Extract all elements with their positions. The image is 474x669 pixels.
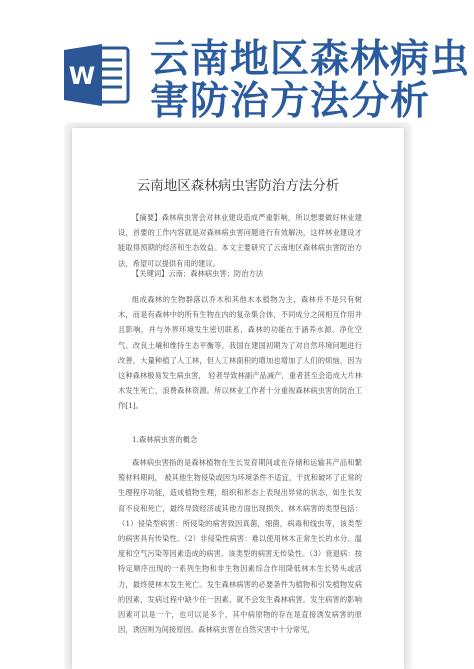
document-title: 云南地区森林病虫害防治方法分析 — [136, 178, 340, 194]
word-document-icon — [62, 42, 132, 108]
banner-title-line-1: 云南地区森林病虫 — [150, 37, 471, 82]
intro-paragraph: 组成森林的生物群落以乔木和其他木本植物为主，森林并不是只有树木，而是有森林中的所有生物在内的复杂集合体，不同成分之间相互作用并且影响，并与外界环境发生密切联系，森林的功能在于涵养水源、净化空气、改良土壤和维持生态平衡等。我国在建国初期为了对自然环境问题进行改善，大量种植了人工林，但人工林面积的增加也增加了人们的烦恼，因为这种森林极易发生病虫害， 轻者导致林副产品减产，重者甚至会造成大片林木发生死亡，浪费森林资源。所以林业工作者十分重视森林病虫害的防治工作[1]。 — [118, 295, 362, 411]
keywords-line: 【关键词】云南；森林病虫害；防治方法 — [132, 269, 264, 278]
abstract-paragraph: 【摘要】森林病虫害会对林业建设造成严重影响，所以想要做好林业建设，首要的工作内容就是对森林病虫害问题进行有效解决，这样林业建设才能取得预期的经济和生态效益。本文主要研究了云南地区森林病虫害防治方法，希望可以提供有用的建议。 — [118, 213, 362, 268]
header-banner — [0, 0, 474, 124]
banner-title-line-2: 害防治方法分析 — [150, 79, 431, 124]
document-page — [72, 128, 404, 669]
body-paragraph: 森林病虫害指的是森林植物在生长发育期间或在存储和运输其产品和繁殖材料期间， 被其他生物侵染或因为环境条件不适宜，干扰和破坏了正常的生理程序功能，造成植物生理，组织和形态上表现出异常的状态，如生长发育不良和死亡，最终导致经济或其他方面出现损失。林木病害的类型包括：（1）侵染型病害：所侵染的病害致因真菌，细菌，病毒和线虫等，该类型的病害具有传染性。（2）非侵染性病害：难以使用林木正常生长的水分、温度和空气污染等因素造成的病害。该类型的病害无传染性。（3）衰退病：按特定顺序出现的一系列生物和非生物因素综合作用降低林木生长势头或活力，最终使林木发生死亡。发生森林病害的必要条件为植物和引发植物发病的因素，发病过程中缺少任一因素，就不会发生森林病害。发生病害的影响因素可以是一个，也可以是多个，其中病原物的存在是直接诱发病害的原因，诱因则为间接原因。森林病虫害在自然灾害中十分常见， — [118, 458, 362, 635]
section-heading: 1.森林病虫害的概念 — [132, 435, 198, 444]
word-letter: W — [68, 62, 96, 90]
